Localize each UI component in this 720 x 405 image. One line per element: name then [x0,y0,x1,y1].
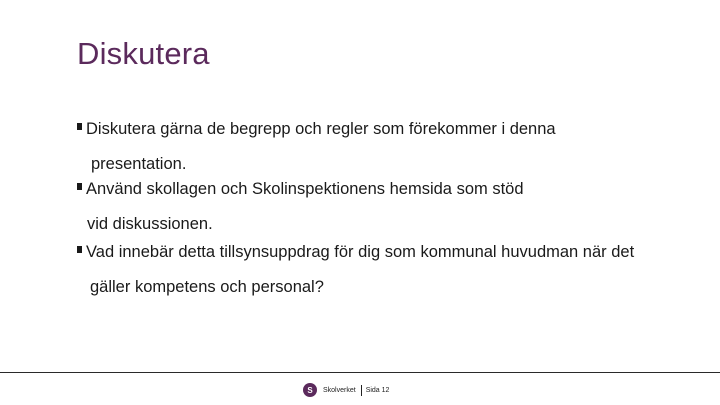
bullet-item [77,172,524,242]
slide-footer [303,381,389,399]
bullet-marker-icon [77,183,82,190]
bullet-marker-icon [77,123,82,130]
bullet-item [77,235,634,305]
bullet-text-line2: presentation. [91,155,187,173]
bullet-text-line2: gäller kompetens och personal? [90,278,324,296]
bullet-text-line1: Vad innebär detta tillsynsuppdrag för dig som kommunal huvudman när det [86,243,635,261]
skolverket-logo-icon: S [303,383,317,397]
bullet-text-line1: Använd skollagen och Skolinspektionens hemsida som stöd [86,180,524,198]
footer-divider [0,372,720,373]
bullet-text-line1: Diskutera gärna de begrepp och regler som förekommer i denna [86,120,556,138]
footer-separator [361,385,362,396]
page-number: Sida 12 [365,386,390,394]
slide-title: Diskutera [77,36,210,71]
footer-brand: Skolverket [323,386,356,394]
bullet-text-line2: vid diskussionen. [87,215,213,233]
bullet-marker-icon [77,246,82,253]
